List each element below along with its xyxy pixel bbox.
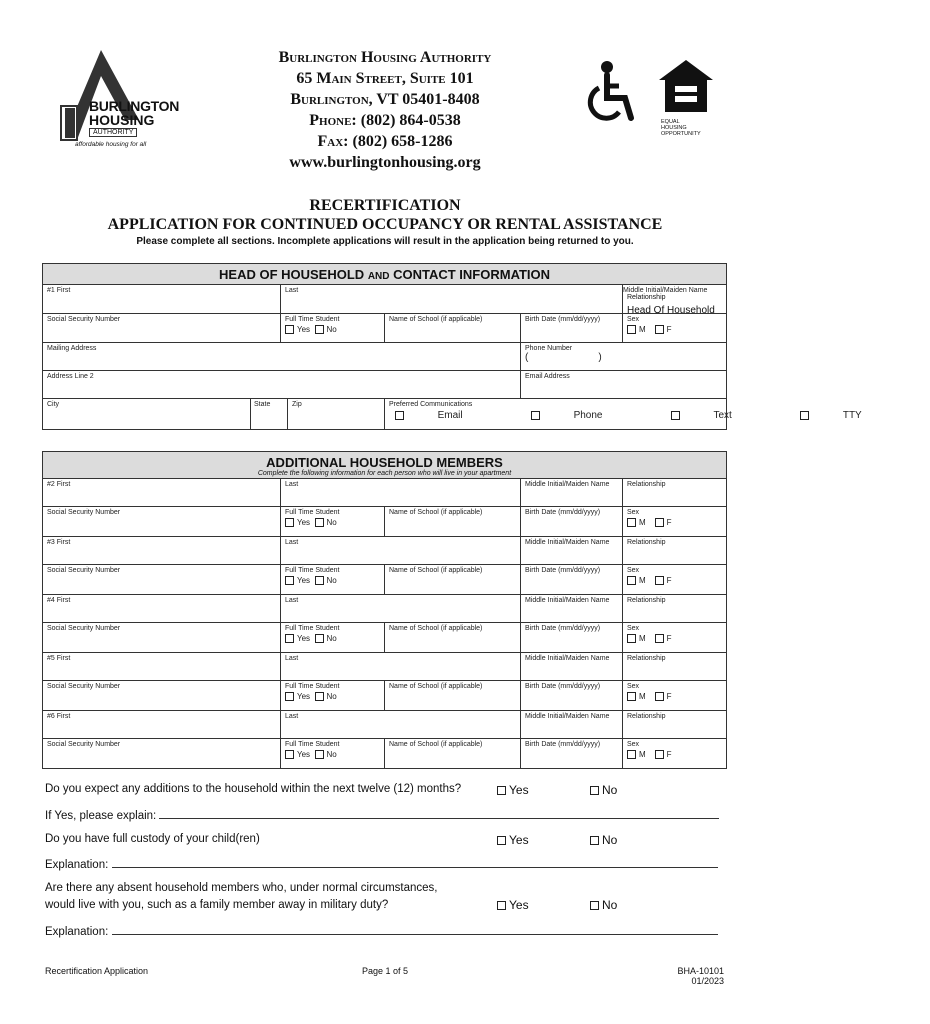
member-sex-m-checkbox[interactable] [627,634,636,643]
sex-f-checkbox[interactable] [655,325,664,334]
member-first-name-field[interactable]: #6 First [43,711,281,739]
additional-section-header: ADDITIONAL HOUSEHOLD MEMBERS Complete the following information for each person who will live in your apartment [43,452,727,479]
logo-line3: AUTHORITY [89,128,137,137]
member-sex-m-checkbox[interactable] [627,750,636,759]
question-additions: Do you expect any additions to the household within the next twelve (12) months? [45,783,462,795]
member-first-name-field[interactable]: #2 First [43,479,281,507]
head-school-field[interactable]: Name of School (if applicable) [385,314,521,343]
member-name-row [43,479,727,507]
instructions: Please complete all sections. Incomplete applications will result in the application being returned to you. [136,236,634,247]
q3-no-option[interactable]: No [590,898,617,912]
footer-form-name: Recertification Application [45,966,149,976]
member-sex-field: Sex M F [623,681,727,711]
bha-logo [55,48,185,153]
q2-explain[interactable]: Explanation: [45,857,718,871]
head-sex-field: Sex M F [623,314,727,343]
head-ssn-field[interactable]: Social Security Number [43,314,281,343]
member-student-no-checkbox[interactable] [315,576,324,585]
member-sex-m-checkbox[interactable] [627,518,636,527]
head-state-zip-field[interactable] [251,399,385,430]
q1-explain[interactable]: If Yes, please explain: [45,808,719,822]
pref-tty-checkbox[interactable] [800,411,809,420]
member-detail-row [43,623,727,653]
member-relationship-field[interactable]: Relationship [623,479,727,507]
org-fax: Fax: (802) 658-1286 [317,133,453,150]
head-last-name-field[interactable]: Last [281,285,623,314]
member-birthdate-field[interactable]: Birth Date (mm/dd/yyyy) [521,623,623,653]
student-no-checkbox[interactable] [315,325,324,334]
member-student-field: Full Time Student Yes No [281,681,385,711]
pref-phone-checkbox[interactable] [531,411,540,420]
org-address2: Burlington, VT 05401-8408 [290,91,480,108]
member-ssn-field[interactable]: Social Security Number [43,739,281,769]
relationship-value: Head Of Household [627,305,715,316]
member-middle-name-field[interactable]: Middle Initial/Maiden Name [521,479,623,507]
member-name-row [43,595,727,623]
member-student-yes-checkbox[interactable] [285,750,294,759]
member-sex-f-checkbox[interactable] [655,518,664,527]
head-of-household-table [42,263,862,430]
member-student-no-checkbox[interactable] [315,634,324,643]
org-address1: 65 Main Street, Suite 101 [296,70,474,87]
head-state-field[interactable]: State [251,399,288,429]
org-header [200,47,570,173]
member-name-row [43,653,727,681]
footer-page-number: Page 1 of 5 [362,966,409,976]
logo-line1: BURLINGTON [89,98,180,114]
member-birthdate-field[interactable]: Birth Date (mm/dd/yyyy) [521,507,623,537]
member-school-field[interactable]: Name of School (if applicable) [385,565,521,595]
member-last-name-field[interactable]: Last [281,595,521,623]
member-sex-field: Sex M F [623,565,727,595]
member-student-no-checkbox[interactable] [315,518,324,527]
member-detail-row [43,681,727,711]
member-name-row [43,711,727,739]
member-detail-row [43,507,727,537]
equal-housing-opportunity-icon [655,58,717,137]
member-school-field[interactable]: Name of School (if applicable) [385,681,521,711]
member-last-name-field[interactable]: Last [281,537,521,565]
q1-yes-option[interactable]: Yes [497,783,529,797]
head-birthdate-field[interactable]: Birth Date (mm/dd/yyyy) [521,314,623,343]
member-sex-f-checkbox[interactable] [655,634,664,643]
member-student-yes-checkbox[interactable] [285,692,294,701]
head-student-field: Full Time Student Yes No [281,314,385,343]
relationship-label: Relationship [627,294,666,301]
footer-code: BHA-10101 [677,966,724,976]
member-detail-row [43,565,727,595]
member-sex-f-checkbox[interactable] [655,576,664,585]
member-middle-name-field[interactable]: Middle Initial/Maiden Name [521,711,623,739]
wheelchair-accessibility-icon [585,60,637,131]
member-first-name-field[interactable]: #3 First [43,537,281,565]
head-preferred-comm-field: Preferred Communications Email Phone Text TTY [385,399,727,430]
member-student-yes-checkbox[interactable] [285,634,294,643]
member-student-field: Full Time Student Yes No [281,739,385,769]
logo-line2: HOUSING [89,112,155,128]
footer-date: 01/2023 [691,976,724,986]
head-city-field[interactable]: City [43,399,251,430]
head-zip-field[interactable]: Zip [292,401,302,408]
member-student-no-checkbox[interactable] [315,750,324,759]
question-absent-a: Are there any absent household members who, under normal circumstances, [45,882,438,894]
member-first-name-field[interactable]: #5 First [43,653,281,681]
member-sex-f-checkbox[interactable] [655,692,664,701]
org-name: Burlington Housing Authority [278,49,492,66]
member-middle-name-field[interactable]: Middle Initial/Maiden Name [521,537,623,565]
member-sex-m-checkbox[interactable] [627,692,636,701]
member-birthdate-field[interactable]: Birth Date (mm/dd/yyyy) [521,739,623,769]
member-last-name-field[interactable]: Last [281,479,521,507]
footer-form-code [640,966,724,986]
head-address-line2-field[interactable]: Address Line 2 [43,371,521,399]
member-last-name-field[interactable]: Last [281,653,521,681]
org-phone: Phone: (802) 864-0538 [309,112,461,129]
head-phone-field[interactable]: Phone Number ( ) [521,343,727,371]
title-recertification: RECERTIFICATION [309,197,461,214]
member-student-no-checkbox[interactable] [315,692,324,701]
form-title [0,196,770,234]
pref-text-checkbox[interactable] [671,411,680,420]
member-birthdate-field[interactable]: Birth Date (mm/dd/yyyy) [521,565,623,595]
head-middle-name-field[interactable]: Middle Initial/Maiden Name [623,285,727,314]
head-email-field[interactable]: Email Address [521,371,727,399]
eho-text: EQUAL HOUSING OPPORTUNITY [661,119,701,137]
member-detail-row [43,739,727,769]
member-relationship-field[interactable]: Relationship [623,537,727,565]
additional-members-table [42,451,727,769]
q1-no-option[interactable]: No [590,783,617,797]
member-relationship-field[interactable]: Relationship [623,595,727,623]
member-student-field: Full Time Student Yes No [281,507,385,537]
member-student-yes-checkbox[interactable] [285,576,294,585]
member-school-field[interactable]: Name of School (if applicable) [385,507,521,537]
member-school-field[interactable]: Name of School (if applicable) [385,623,521,653]
member-birthdate-field[interactable]: Birth Date (mm/dd/yyyy) [521,681,623,711]
member-middle-name-field[interactable]: Middle Initial/Maiden Name [521,595,623,623]
member-last-name-field[interactable]: Last [281,711,521,739]
org-website: www.burlingtonhousing.org [289,154,481,171]
student-yes-checkbox[interactable] [285,325,294,334]
member-student-field: Full Time Student Yes No [281,623,385,653]
logo-tagline: affordable housing for all [75,141,147,148]
member-relationship-field[interactable]: Relationship [623,711,727,739]
member-relationship-field[interactable]: Relationship [623,653,727,681]
member-ssn-field[interactable]: Social Security Number [43,507,281,537]
member-student-field: Full Time Student Yes No [281,565,385,595]
member-sex-field: Sex M F [623,507,727,537]
member-school-field[interactable]: Name of School (if applicable) [385,739,521,769]
question-absent-b: would live with you, such as a family member away in military duty? [45,899,389,911]
member-name-row [43,537,727,565]
member-sex-f-checkbox[interactable] [655,750,664,759]
member-middle-name-field[interactable]: Middle Initial/Maiden Name [521,653,623,681]
member-ssn-field[interactable]: Social Security Number [43,681,281,711]
sex-m-checkbox[interactable] [627,325,636,334]
head-mailing-address-field[interactable]: Mailing Address [43,343,521,371]
q3-yes-option[interactable]: Yes [497,898,529,912]
member-sex-m-checkbox[interactable] [627,576,636,585]
member-ssn-field[interactable]: Social Security Number [43,623,281,653]
title-application: APPLICATION FOR CONTINUED OCCUPANCY OR RENTAL ASSISTANCE [107,216,663,233]
q2-yes-option[interactable]: Yes [497,833,529,847]
member-sex-field: Sex M F [623,623,727,653]
member-ssn-field[interactable]: Social Security Number [43,565,281,595]
member-student-yes-checkbox[interactable] [285,518,294,527]
head-section-header: HEAD OF HOUSEHOLD AND CONTACT INFORMATION [43,264,727,285]
pref-email-checkbox[interactable] [395,411,404,420]
question-custody: Do you have full custody of your child(ren) [45,833,260,845]
q3-explain[interactable]: Explanation: [45,924,718,938]
member-sex-field: Sex M F [623,739,727,769]
q2-no-option[interactable]: No [590,833,617,847]
member-first-name-field[interactable]: #4 First [43,595,281,623]
head-first-name-field[interactable]: #1 First [43,285,281,314]
